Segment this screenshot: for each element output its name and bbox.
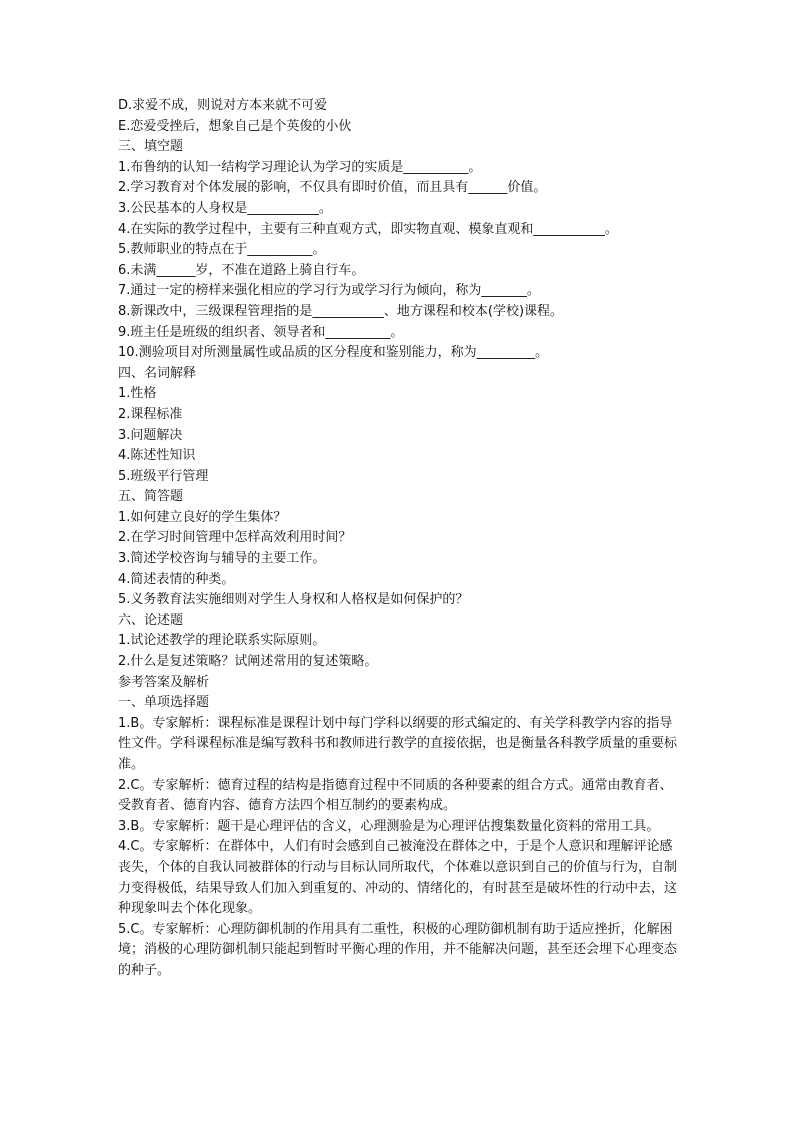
fill-question-4: 4.在实际的教学过程中，主要有三种直观方式，即实物直观、模象直观和___________。 <box>118 221 618 237</box>
fill-question-3: 3.公民基本的人身权是___________。 <box>118 200 332 216</box>
answer-5: 5.C。专家解析：心理防御机制的作用具有二重性，积极的心理防御机制有助于适应挫折，化解困境；消极的心理防御机制只能起到暂时平衡心理的作用，并不能解决问题，甚至还会埋下心理变态的种子。 <box>118 921 678 978</box>
fill-question-10: 10.测验项目对所测量属性或品质的区分程度和鉴别能力，称为_________。 <box>118 345 549 361</box>
term-3: 3.问题解决 <box>118 427 183 443</box>
answer-4: 4.C。专家解析：在群体中，人们有时会感到自己被淹没在群体之中，于是个人意识和理解评论感丧失，个体的自我认同被群体的行动与目标认同所取代，个体难以意识到自己的价值与行为，自制力变得极低，结果导致人们加入到重复的、冲动的、情绪化的，有时甚至是破坏性的行动中去，这种现象叫去个体化现象。 <box>118 839 678 917</box>
answer-1: 1.B。专家解析：课程标准是课程计划中每门学科以纲要的形式编定的、有关学科教学内容的指导性文件。学科课程标准是编写教科书和教师进行教学的直接依据，也是衡量各科教学质量的重要标准。 <box>118 715 678 772</box>
section-heading-short-answer: 五、简答题 <box>118 489 184 505</box>
fill-question-9: 9.班主任是班级的组织者、领导者和__________。 <box>118 324 404 340</box>
fill-question-5: 5.教师职业的特点在于__________。 <box>118 242 326 258</box>
section-heading-terms: 四、名词解释 <box>118 365 197 381</box>
short-answer-5: 5.义务教育法实施细则对学生人身权和人格权是如何保护的？ <box>118 592 469 608</box>
section-heading-essay: 六、论述题 <box>118 612 184 628</box>
answer-3: 3.B。专家解析：题干是心理评估的含义，心理测验是为心理评估搜集数量化资料的常用工具。 <box>118 818 660 834</box>
term-5: 5.班级平行管理 <box>118 468 209 484</box>
section-heading-single-choice: 一、单项选择题 <box>118 695 210 711</box>
fill-question-2: 2.学习教育对个体发展的影响，不仅具有即时价值，而且具有______价值。 <box>118 180 547 196</box>
essay-1: 1.试论述教学的理论联系实际原则。 <box>118 633 326 649</box>
answers-heading: 参考答案及解析 <box>118 674 210 690</box>
fill-question-1: 1.布鲁纳的认知一结构学习理论认为学习的实质是__________。 <box>118 159 482 175</box>
fill-question-8: 8.新课改中，三级课程管理指的是___________、地方课程和校本(学校)课程。 <box>118 303 564 319</box>
term-4: 4.陈述性知识 <box>118 448 196 464</box>
essay-2: 2.什么是复述策略？试阐述常用的复述策略。 <box>118 654 378 670</box>
term-1: 1.性格 <box>118 386 157 402</box>
short-answer-4: 4.简述表情的种类。 <box>118 571 235 587</box>
option-e: E.恋爱受挫后，想象自己是个英俊的小伙 <box>118 118 352 134</box>
section-heading-fill-in: 三、填空题 <box>118 139 184 155</box>
short-answer-1: 1.如何建立良好的学生集体？ <box>118 509 287 525</box>
fill-question-6: 6.未满______岁，不准在道路上骑自行车。 <box>118 262 365 278</box>
fill-question-7: 7.通过一定的榜样来强化相应的学习行为或学习行为倾向，称为_______。 <box>118 283 540 299</box>
term-2: 2.课程标准 <box>118 406 183 422</box>
answer-2: 2.C。专家解析：德育过程的结构是指德育过程中不同质的各种要素的组合方式。通常由教育者、受教育者、德育内容、德育方法四个相互制约的要素构成。 <box>118 777 673 814</box>
short-answer-3: 3.简述学校咨询与辅导的主要工作。 <box>118 551 326 567</box>
option-d: D.求爱不成，则说对方本来就不可爱 <box>118 98 328 113</box>
short-answer-2: 2.在学习时间管理中怎样高效利用时间？ <box>118 530 352 546</box>
document-page <box>118 96 678 982</box>
